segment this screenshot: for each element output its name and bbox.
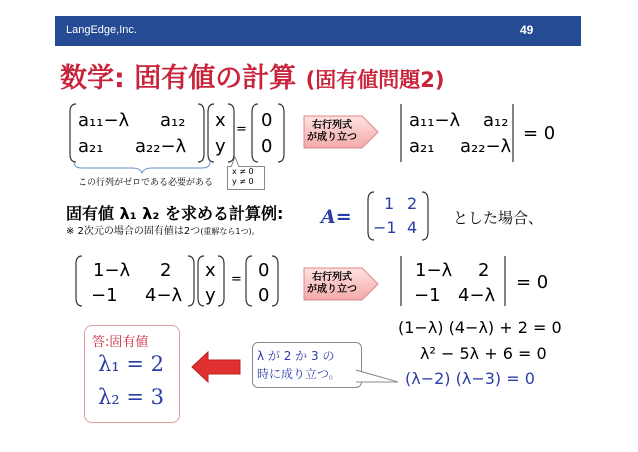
arrow-label-2: 右行列式 が成り立つ	[307, 272, 357, 295]
eq1-m22: a₂₂−λ	[135, 136, 187, 157]
arrow-label-1: 右行列式 が成り立つ	[307, 120, 357, 143]
example-heading: 固有値 λ₁ λ₂ を求める計算例:	[66, 204, 284, 223]
eq2-m12: 2	[160, 260, 172, 281]
page-title	[60, 56, 444, 95]
eq1-equals: =	[236, 122, 247, 137]
answer-label: 答:固有値	[92, 335, 149, 350]
matrix-A-label: A=	[321, 206, 352, 228]
callout-line-2: 時に成り立つ。	[257, 367, 341, 381]
eq2-det11: 1−λ	[415, 260, 453, 281]
title-main: 数学: 固有値の計算	[60, 63, 297, 94]
solution-line-1: (1−λ) (4−λ) + 2 = 0	[398, 318, 562, 337]
example-subnote	[66, 222, 260, 237]
eq1-m21: a₂₁	[78, 136, 104, 157]
solution-line-2: λ² − 5λ + 6 = 0	[420, 344, 547, 363]
A-a21: −1	[373, 218, 397, 237]
eq1-v1: x	[215, 110, 226, 131]
page-number: 49	[520, 23, 534, 37]
company-name: LangEdge,Inc.	[66, 24, 137, 36]
subnote-main: ※ 2次元の場合の固有値は2つ	[66, 226, 201, 237]
eq2-m21: −1	[91, 285, 118, 306]
eq1-m11: a₁₁−λ	[78, 110, 130, 131]
matrix-zero-note: この行列がゼロである必要がある	[78, 178, 214, 188]
brace-under-matrix	[72, 160, 212, 174]
eq2-m22: 4−λ	[145, 285, 183, 306]
title-sub: (固有値問題2)	[305, 68, 445, 92]
A-a22: 4	[407, 218, 418, 237]
eq1-m12: a₁₂	[160, 110, 186, 131]
subnote-small: (重解なら1つ)。	[200, 227, 260, 236]
eq2-det22: 4−λ	[458, 285, 496, 306]
eq1-det11: a₁₁−λ	[409, 110, 461, 131]
eq2-z2: 0	[258, 285, 270, 306]
eq2-m11: 1−λ	[93, 260, 131, 281]
A-a12: 2	[407, 194, 418, 213]
y-nonzero: y ≠ 0	[232, 177, 254, 186]
callout-pointer	[355, 368, 400, 386]
left-arrow-icon	[190, 350, 242, 384]
eq2-det21: −1	[414, 285, 441, 306]
eq1-v2: y	[215, 136, 226, 157]
eq1-det-rhs: = 0	[523, 123, 556, 144]
eq2-v2: y	[205, 285, 216, 306]
eq1-z1: 0	[261, 110, 273, 131]
callout-text	[257, 347, 341, 383]
A-a11: 1	[384, 194, 395, 213]
example-suffix: とした場合、	[453, 209, 544, 227]
eq1-det22: a₂₂−λ	[460, 136, 512, 157]
eq1-det12: a₁₂	[483, 110, 509, 131]
answer-lambda1: λ₁ = 2	[98, 352, 165, 376]
solution-line-3: (λ−2) (λ−3) = 0	[405, 369, 535, 388]
callout-line-1: λ が 2 か 3 の	[257, 349, 335, 363]
eq2-det12: 2	[478, 260, 490, 281]
eq2-z1: 0	[258, 260, 270, 281]
eq1-det21: a₂₁	[409, 136, 435, 157]
x-nonzero: x ≠ 0	[232, 167, 254, 176]
eq2-v1: x	[205, 260, 216, 281]
eq2-det-rhs: = 0	[516, 272, 549, 293]
eq1-z2: 0	[261, 136, 273, 157]
eq2-equals: =	[231, 272, 242, 287]
answer-lambda2: λ₂ = 3	[98, 385, 165, 409]
